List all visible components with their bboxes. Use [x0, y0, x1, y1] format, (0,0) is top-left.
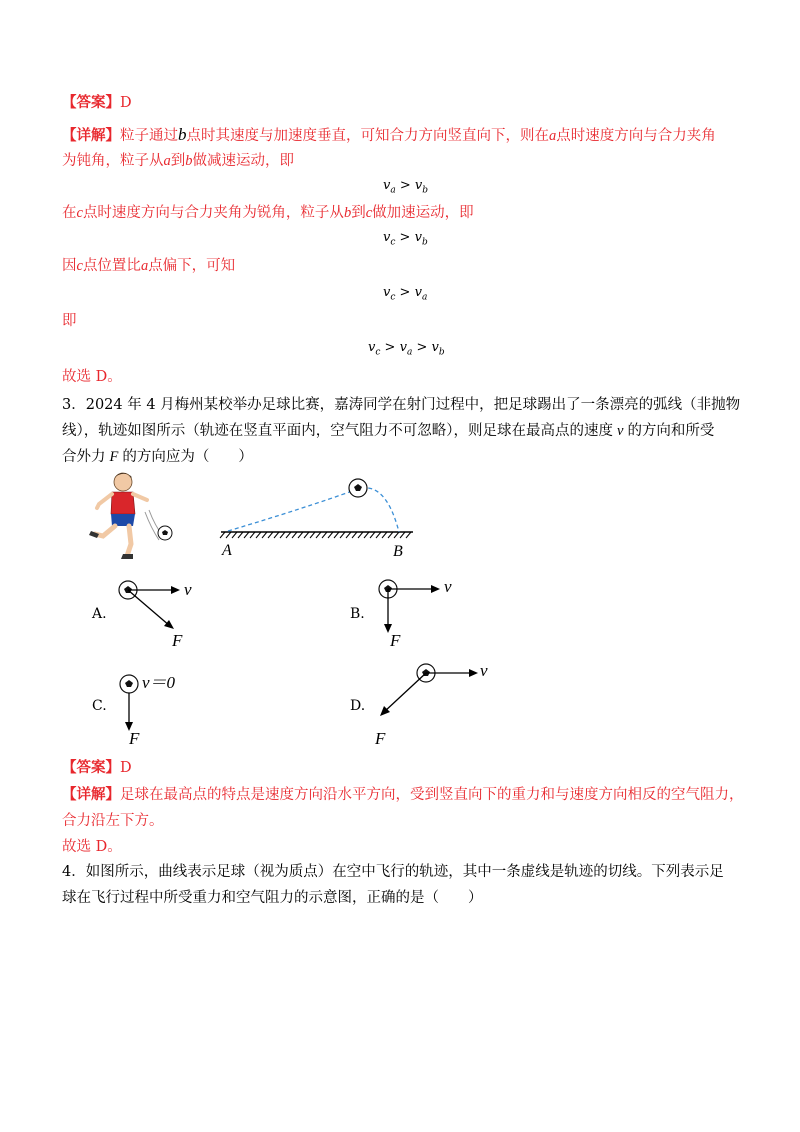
velocity-label: v＝0 [142, 673, 176, 692]
op: > [395, 230, 415, 245]
point-c: c [76, 205, 83, 221]
point-b: b [343, 205, 352, 221]
force-label: F [129, 729, 140, 746]
equation-4 [368, 339, 445, 362]
answer-label: 【答案】 [62, 94, 120, 111]
q2-detail-line-4 [62, 256, 235, 276]
point-a: a [140, 258, 149, 274]
eq4-render: $v_c > v_a > v_b$ [368, 340, 445, 358]
text: 到 [170, 153, 186, 169]
q4-stem-line-2: 球在飞行过程中所受重力和空气阻力的示意图，正确的是（ ） [62, 890, 483, 906]
detail-label: 【详解】 [62, 786, 120, 803]
option-C-diagram [112, 664, 202, 746]
text: 点时其速度与加速度垂直，可知合力方向竖直向下，则在 [186, 128, 549, 144]
q3-conclusion: 故选 D。 [62, 839, 122, 855]
point-c: c [365, 205, 373, 221]
sym: v [383, 230, 391, 245]
equation-3 [383, 284, 427, 307]
sym: v [383, 285, 391, 300]
q2-conclusion: 故选 D。 [62, 369, 122, 385]
equation-2 [383, 229, 428, 252]
q3-trajectory-figure [85, 468, 425, 563]
option-C-label[interactable]: C. [92, 698, 107, 714]
sub: a [390, 185, 396, 196]
text: 为钝角，粒子从 [62, 153, 164, 169]
text: 点时速度方向与合力夹角为锐角，粒子从 [82, 205, 344, 221]
sym: v [414, 178, 423, 193]
option-D-label[interactable]: D. [350, 698, 366, 714]
point-a: a [549, 128, 557, 144]
equation-1 [383, 177, 428, 200]
sub: c [390, 292, 396, 303]
q3-detail-line-2: 合力沿左下方。 [62, 813, 164, 829]
q3-stem-line-2 [62, 421, 714, 441]
ball-at-top-icon [349, 479, 367, 497]
text: 到 [351, 205, 366, 221]
op: > [395, 178, 415, 193]
q2-detail-line-1 [62, 125, 716, 146]
text: 合外力 [62, 449, 106, 465]
sym: v [414, 285, 422, 300]
sub: a [421, 292, 428, 303]
point-b: b [178, 125, 187, 144]
sym: v [383, 178, 391, 193]
point-B-label: B [393, 543, 403, 560]
point-b: b [185, 153, 193, 169]
point-a: a [163, 153, 171, 169]
var-v: v [617, 423, 624, 439]
player-illustration [89, 473, 172, 559]
text: 在 [62, 205, 77, 221]
answer-value: D [120, 760, 132, 776]
option-B-label[interactable]: B. [350, 606, 365, 622]
q2-detail-line-2 [62, 151, 294, 171]
text: 线），轨迹如图所示（轨迹在竖直平面内，空气阻力不可忽略），则足球在最高点的速度 [62, 423, 613, 439]
q3-stem-line-3 [62, 447, 253, 467]
q4-stem-line-1: 4．如图所示，曲线表示足球（视为质点）在空中飞行的轨迹，其中一条虚线是轨迹的切线。下列表示足 [62, 864, 724, 880]
force-label: F [172, 631, 183, 650]
answer-value: D [120, 95, 132, 111]
var-F: F [109, 449, 119, 465]
text: 粒子通过 [120, 128, 178, 144]
trajectory-curve [228, 488, 399, 532]
text: 的方向应为（ ） [122, 449, 253, 465]
answer-label: 【答案】 [62, 759, 120, 776]
text: 点偏下，可知 [148, 258, 236, 274]
force-label: F [375, 729, 386, 748]
q2-answer-line [62, 93, 132, 113]
option-B-diagram [372, 572, 472, 650]
op: > [395, 285, 415, 300]
force-label: F [390, 631, 401, 650]
detail-label: 【详解】 [62, 127, 120, 144]
text: 的方向和所受 [627, 423, 715, 439]
option-D-diagram [368, 656, 498, 748]
text: 点时速度方向与合力夹角 [556, 128, 716, 144]
text: 足球在最高点的特点是速度方向沿水平方向，受到竖直向下的重力和与速度方向相反的空气阻力， [120, 787, 744, 803]
q2-detail-line-3 [62, 203, 474, 223]
text: 点位置比 [82, 258, 141, 274]
option-A-diagram [112, 572, 202, 650]
point-c: c [76, 258, 83, 274]
velocity-label: v [184, 580, 192, 599]
option-A-label[interactable]: A. [92, 606, 107, 622]
text: 做减速运动，即 [192, 153, 294, 169]
velocity-label: v [480, 661, 488, 680]
ground-line [220, 532, 413, 538]
velocity-label: v [444, 577, 452, 596]
q3-stem-line-1: 3．2024 年 4 月梅州某校举办足球比赛，嘉涛同学在射门过程中，把足球踢出了一条漂亮的弧线（非抛物 [62, 397, 741, 413]
point-A-label: A [222, 542, 232, 559]
sub: c [390, 237, 396, 248]
q3-answer-line [62, 758, 132, 778]
sub: b [422, 185, 429, 196]
text: 做加速运动，即 [372, 205, 474, 221]
q2-ji: 即 [62, 313, 77, 329]
sub: b [421, 237, 428, 248]
text: 因 [62, 258, 77, 274]
q3-detail-line-1 [62, 785, 744, 805]
sym: v [414, 230, 422, 245]
